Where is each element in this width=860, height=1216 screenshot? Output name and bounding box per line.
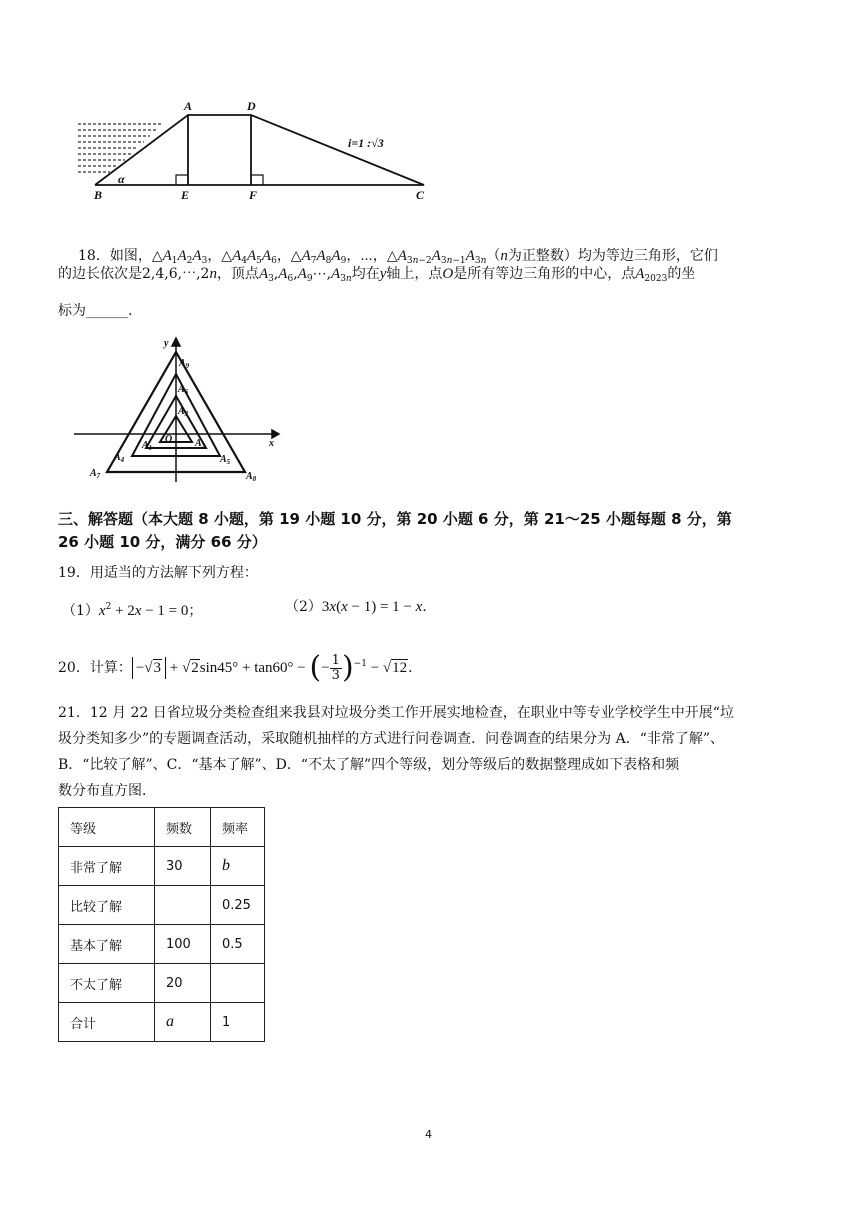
table-row (59, 1003, 265, 1042)
label-A4: $A_4$ (114, 452, 125, 464)
table-header-row (59, 808, 265, 847)
table-cell: 非常了解 (59, 847, 155, 886)
table-cell: 20 (155, 964, 211, 1003)
table-cell: b (211, 847, 265, 886)
q19-part2: （2）3x(x − 1) = 1 − x． (285, 599, 437, 615)
header-cell: 频数 (155, 808, 211, 847)
table-row (59, 964, 265, 1003)
q21-line2: 圾分类知多少”的专题调查活动，采取随机抽样的方式进行问卷调查．问卷调查的结果分为 A．“非常了解”、 (58, 731, 725, 747)
nested-triangles-figure (70, 334, 285, 486)
q18-line2: 的边长依次是2,4,6,⋯,2n，顶点$A_3,A_6,A_9\cdots,A_{3n}$均在y轴上，点O是所有等边三角形的中心，点$A_{2023}$的坐 (58, 266, 696, 284)
table-row (59, 925, 265, 964)
label-A5: $A_5$ (220, 454, 231, 466)
label-B: B (94, 188, 103, 202)
label-A8: $A_8$ (246, 471, 257, 483)
label-D: D (247, 99, 256, 113)
label-C: C (416, 188, 425, 202)
right-angle-E (176, 175, 188, 185)
table-row (59, 886, 265, 925)
label-A7: $A_7$ (90, 468, 101, 480)
label-E: E (181, 188, 190, 202)
q18-line3: 标为______. (58, 303, 133, 319)
x-arrow (272, 430, 279, 438)
table-cell: 基本了解 (59, 925, 155, 964)
table-cell: 不太了解 (59, 964, 155, 1003)
table-cell: 0.25 (211, 886, 265, 925)
slope-label: i=1 :√3 (348, 136, 384, 150)
table-cell (155, 886, 211, 925)
frequency-table (58, 807, 265, 1042)
label-A2: $A_2$ (195, 438, 206, 450)
q21-line3: B．“比较了解”、C．“基本了解”、D．“不太了解”四个等级，划分等级后的数据整理成如下表格和频 (58, 757, 680, 773)
label-y: y (164, 338, 169, 349)
table-cell: 100 (155, 925, 211, 964)
q21-line1: 21．12 月 22 日省垃圾分类检查组来我县对垃圾分类工作开展实地检查，在职业中等专业学校学生中开展“垃 (58, 705, 734, 721)
q19-part1: $(1)x^2 + 2x - 1 = 0$； (62, 602, 203, 619)
trapezoid-figure (70, 96, 440, 204)
header-cell: 频率 (211, 808, 265, 847)
table-cell: a (155, 1003, 211, 1042)
table-cell: 0.5 (211, 925, 265, 964)
label-A9: $A_9$ (179, 358, 190, 370)
right-angle-F (251, 175, 263, 185)
label-F: F (249, 188, 258, 202)
table-cell (211, 964, 265, 1003)
label-A6: $A_6$ (178, 384, 189, 396)
label-O: O (165, 434, 173, 445)
label-x: x (269, 438, 274, 449)
table-cell: 30 (155, 847, 211, 886)
section3-heading-line2: 26 小题 10 分，满分 66 分） (58, 533, 267, 551)
y-arrow (172, 338, 180, 346)
table-row (59, 847, 265, 886)
q21-line4: 数分布直方图． (58, 783, 156, 799)
label-A: A (184, 99, 193, 113)
table-cell: 比较了解 (59, 886, 155, 925)
label-alpha: α (118, 172, 125, 186)
table-cell: 合计 (59, 1003, 155, 1042)
q18-line1-math: 18．如图，$\triangle A_1A_2A_3$，$\triangle A_4A_5A_6$，$\triangle A_7A_8A_9$，⋯，$\triangle A_{3n-2}A_{3n-1}A_{3n}(n$为正整数）均为等边三角形，它们 (78, 248, 718, 266)
q19-intro: 19．用适当的方法解下列方程： (58, 565, 258, 581)
water-hatching (78, 124, 162, 172)
label-A3: $A_3$ (178, 406, 189, 418)
q20: 20．计算： −√3 + √2sin45° + tan60° − (− $\frac{1}{3}$ )$^{-1}$ − √12． (58, 650, 423, 685)
label-A1: $A_1$ (142, 440, 153, 452)
table-cell: 1 (211, 1003, 265, 1042)
header-cell: 等级 (59, 808, 155, 847)
section3-heading-line1: 三、解答题（本大题 8 小题，第 19 小题 10 分，第 20 小题 6 分，第 21～25 小题每题 8 分，第 (58, 510, 732, 528)
page-number: 4 (425, 1128, 432, 1141)
